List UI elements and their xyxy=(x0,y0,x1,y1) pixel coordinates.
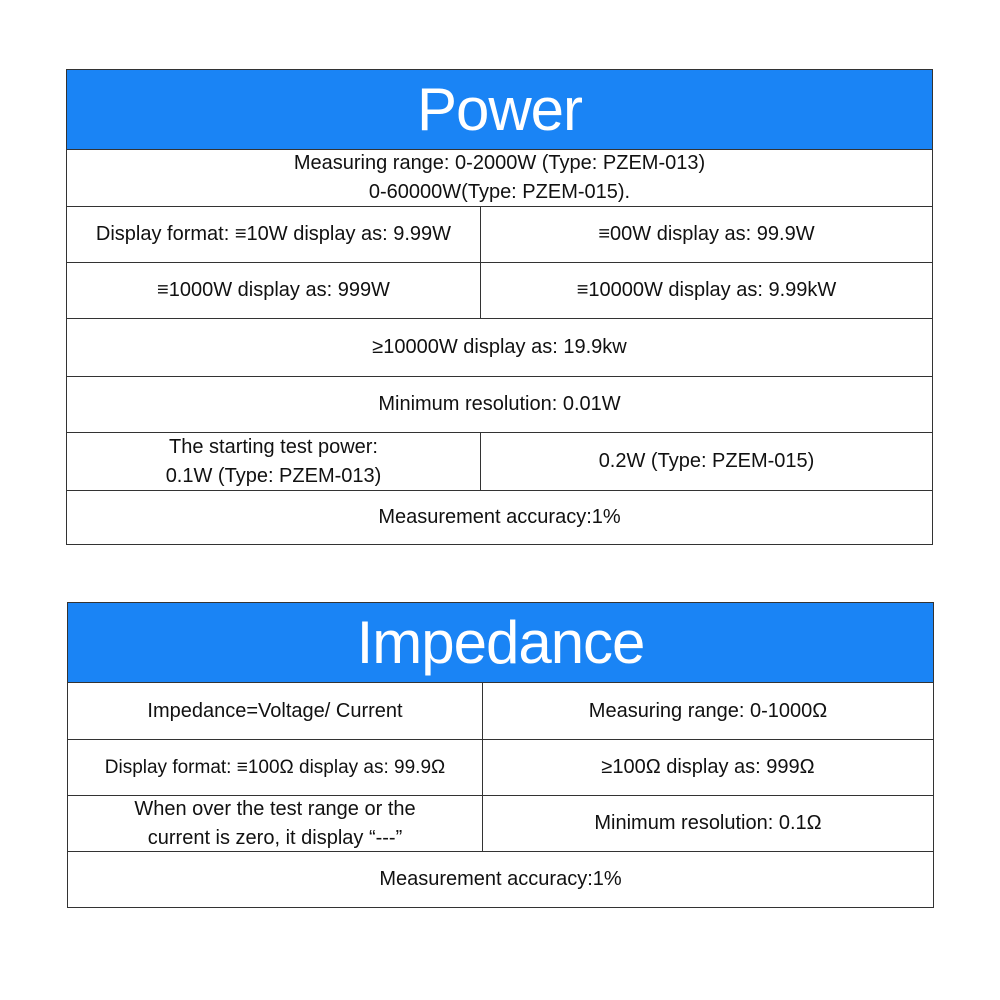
impedance-over-range xyxy=(68,796,482,851)
power-accuracy: Measurement accuracy:1% xyxy=(378,506,621,528)
impedance-measuring-range: Measuring range: 0-1000Ω xyxy=(482,683,933,739)
measuring-range-row xyxy=(67,150,932,207)
display-100w: ≡00W display as: 99.9W xyxy=(480,207,932,262)
impedance-accuracy-row xyxy=(68,852,933,907)
power-accuracy-row xyxy=(67,491,932,544)
min-resolution-row xyxy=(67,377,932,433)
impedance-formula: Impedance=Voltage/ Current xyxy=(147,699,403,722)
display-ge-10000w-row xyxy=(67,319,932,377)
measuring-range-line1: Measuring range: 0-2000W (Type: PZEM-013) xyxy=(293,152,706,174)
impedance-formula-row xyxy=(68,683,933,740)
impedance-display-100: Display format: ≡100Ω display as: 99.9Ω xyxy=(104,757,446,778)
impedance-accuracy: Measurement accuracy:1% xyxy=(379,868,622,890)
display-1000w: ≡1000W display as: 999W xyxy=(157,279,390,301)
impedance-display-ge-100: ≥100Ω display as: 999Ω xyxy=(482,740,933,795)
impedance-spec-table xyxy=(67,602,934,908)
display-format-row-1 xyxy=(67,207,932,263)
starting-power-013 xyxy=(67,433,480,490)
over-range-line2: current is zero, it display “---” xyxy=(147,826,403,849)
starting-power-row xyxy=(67,433,932,491)
display-ge-10000w: ≥10000W display as: 19.9kw xyxy=(372,336,627,358)
impedance-min-resolution: Minimum resolution: 0.1Ω xyxy=(482,796,933,851)
over-range-line1: When over the test range or the xyxy=(134,797,416,820)
starting-power-015: 0.2W (Type: PZEM-015) xyxy=(480,433,932,490)
power-title: Power xyxy=(67,70,932,150)
impedance-title: Impedance xyxy=(68,603,933,683)
impedance-over-range-row xyxy=(68,796,933,852)
display-format-10w: Display format: ≡10W display as: 9.99W xyxy=(95,223,452,245)
display-10000w: ≡10000W display as: 9.99kW xyxy=(480,263,932,318)
starting-power-line1: The starting test power: xyxy=(169,435,378,458)
starting-power-line2: 0.1W (Type: PZEM-013) xyxy=(165,464,382,487)
measuring-range-line2: 0-60000W(Type: PZEM-015). xyxy=(368,181,631,203)
power-spec-table xyxy=(66,69,933,545)
measuring-range-cell xyxy=(67,150,932,206)
power-min-resolution: Minimum resolution: 0.01W xyxy=(378,393,621,415)
display-format-row-2 xyxy=(67,263,932,319)
impedance-display-row xyxy=(68,740,933,796)
